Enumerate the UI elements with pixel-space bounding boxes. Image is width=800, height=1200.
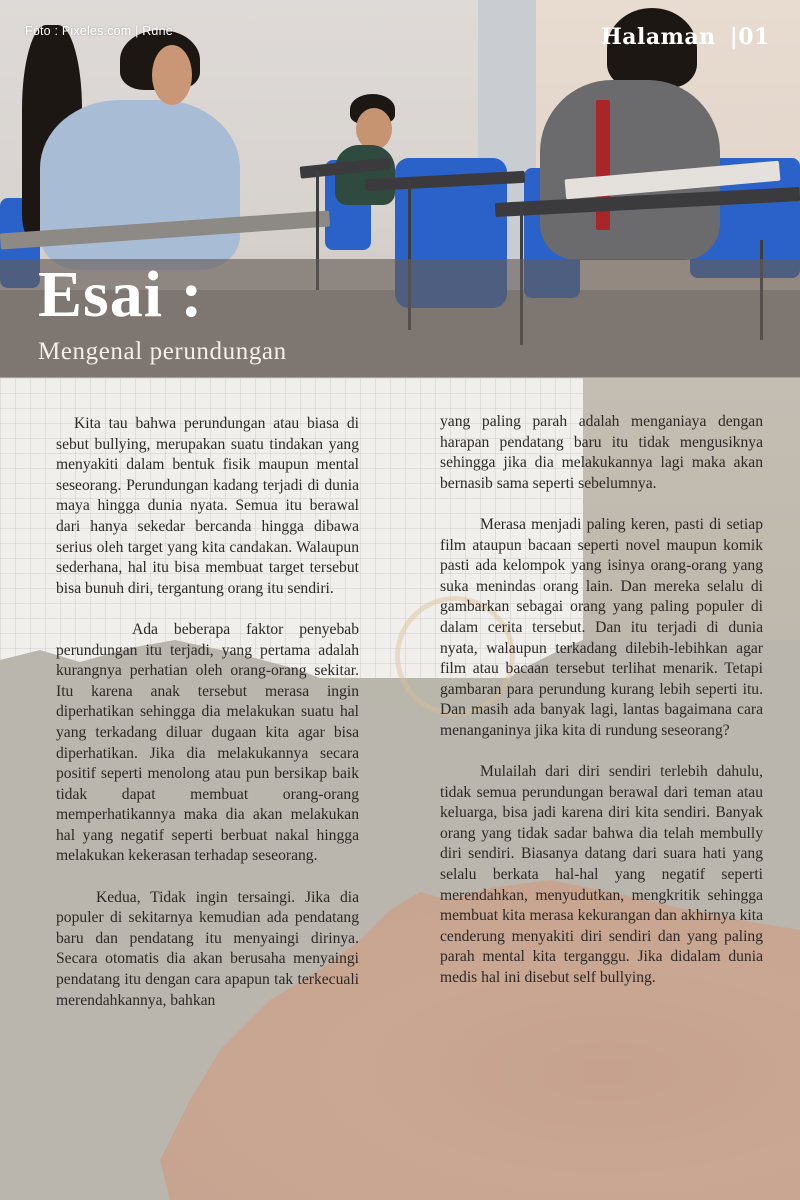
page-indicator bbox=[601, 24, 770, 50]
girl2-face bbox=[152, 45, 192, 105]
paragraph: Ada beberapa faktor penyebab perundungan itu terjadi, yang pertama adalah kurangnya perhatian oleh orang-orang sekitar. Itu karena anak tersebut merasa ingin diperhatikan sehingga dia melakukan suatu hal yang terkadang diluar dugaan kita agar bisa diperhatikan. Jika dia melakukannya secara positif seperti menolong atau pun bersikap baik tidak dapat membuat orang-orang memperhatikannya maka dia akan melakukan hal yang negatif seperti berbuat nakal hingga melakukan kekerasan terhadap seseorang. bbox=[56, 620, 359, 865]
article-right-column bbox=[440, 412, 763, 1009]
boy-face bbox=[356, 108, 392, 150]
paragraph: Mulailah dari diri sendiri terlebih dahulu, tidak semua perundungan berawal dari teman atau keluarga, bisa jadi karena diri kita sendiri. Banyak orang yang tidak sadar bahwa dia telah membully diri sendiri. Biasanya datang dari suara hati yang selalu berkata hal-hal yang negatif seperti merendahkan, menyudutkan, mengkritik sehingga membuat kita merasa kekurangan dan akhirnya kita cenderung menyakiti diri sendiri dan yang paling parah mental kita terganggu. Jika didalam dunia medis hal ini disebut self bullying. bbox=[440, 763, 763, 987]
paragraph: Kedua, Tidak ingin tersaingi. Jika dia populer di sekitarnya kemudian ada pendatang baru dan pendatang itu menyaingi dirinya. Secara otomatis dia akan berusaha menyaingi pendatang itu dengan cara apapun tak terkecuali merendahkannya, bahkan bbox=[56, 888, 359, 1009]
page-label: Halaman bbox=[601, 24, 716, 50]
page-separator: | bbox=[729, 24, 739, 50]
article-left-column bbox=[56, 414, 359, 1032]
paragraph: Kita tau bahwa perundungan atau biasa di sebut bullying, merupakan suatu tindakan yang menyakiti dalam bentuk fisik maupun mental seseorang. Perundungan kadang terjadi di dunia maya hingga dunia nyata. Semua itu berawal dari hanya sekedar bercanda hingga dibawa serius oleh target yang kita candakan. Walaupun sederhana, hal itu bisa membuat target tersebut bisa bunuh diri, tergantung orang itu sendiri. bbox=[56, 415, 359, 597]
page-number bbox=[730, 24, 770, 50]
page-title: Esai : bbox=[38, 258, 204, 331]
boy-shirt bbox=[335, 145, 395, 205]
paragraph: Merasa menjadi paling keren, pasti di setiap film ataupun bacaan seperti novel maupun komik pasti ada kelompok yang isinya orang-orang yang suka menindas orang lain. Dan mereka selalu di gambarkan sebagai orang yang paling populer di dalam cerita tersebut. Dan itu terjadi di dunia nyata, walaupun terkadang dilebih-lebihkan agar film atau bacaan tersebut terlihat menarik. Tetapi gambaran para perundung kurang lebih seperti itu. Dan masih ada banyak lagi, lantas bagaimana cara menanganinya jika kita di rundung seseorang? bbox=[440, 515, 763, 739]
page-number-value: 01 bbox=[738, 24, 770, 50]
photo-credit: Foto : Pixeles.com | Rdne bbox=[25, 24, 173, 38]
page-subtitle: Mengenal perundungan bbox=[38, 338, 287, 365]
paragraph: yang paling parah adalah menganiaya dengan harapan pendatang baru itu tidak mengusiknya sehingga jika dia melakukannya lagi maka akan bernasib sama seperti sebelumnya. bbox=[440, 413, 763, 492]
